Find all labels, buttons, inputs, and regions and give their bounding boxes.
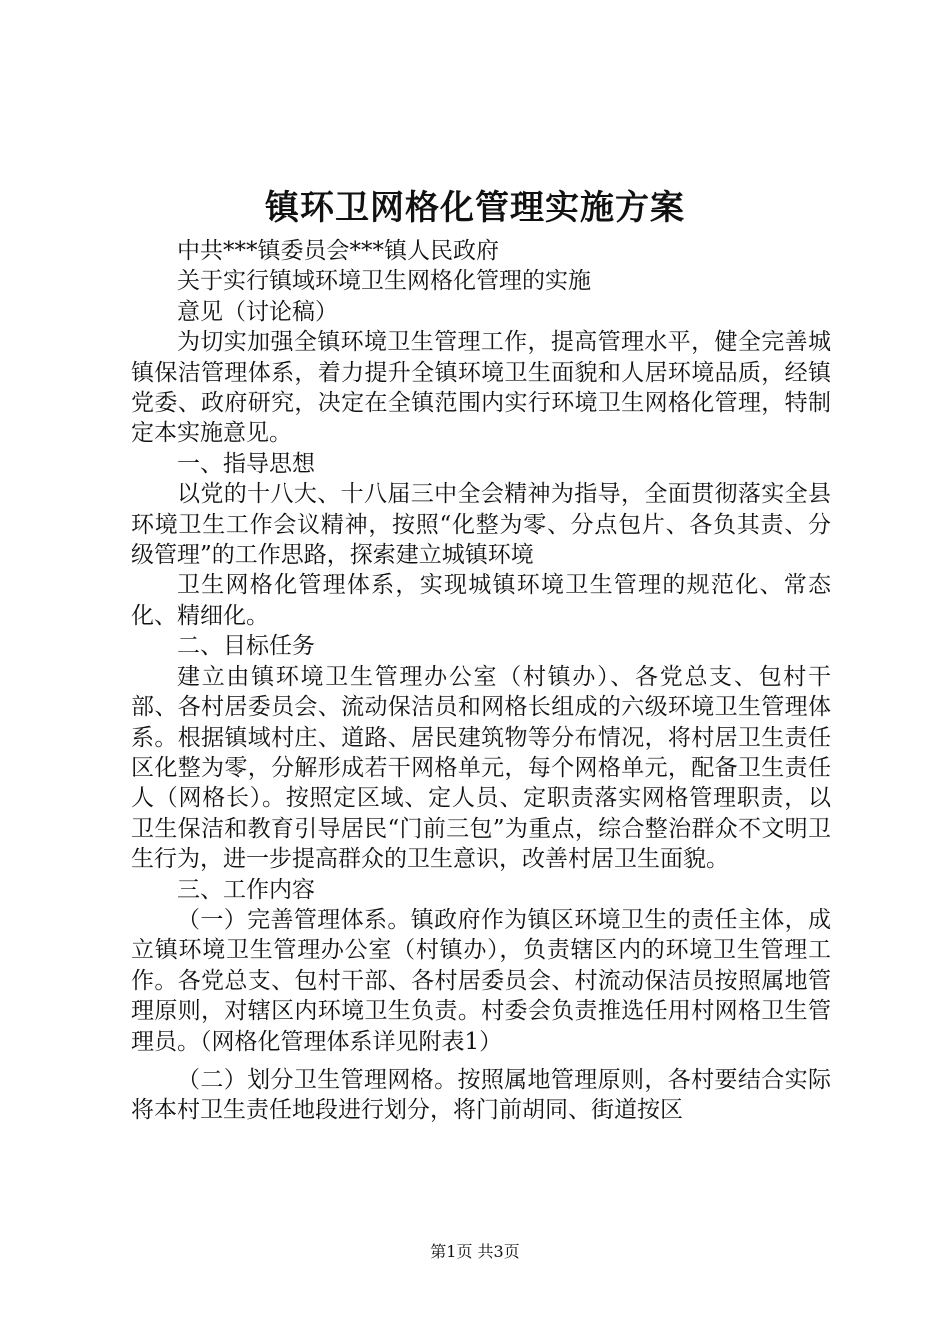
goals-paragraph: 建立由镇环境卫生管理办公室（村镇办）、各党总支、包村干部、各村居委员会、流动保洁员和网格长组成的六级环境卫生管理体系。根据镇域村庄、道路、居民建筑物等分布情况，将村居卫生责任区化整为零，分解形成若干网格单元，每个网格单元，配备卫生责任人（网格长）。按照定区域、定人员、定职责落实网格管理职责，以卫生保洁和教育引导居民“门前三包”为重点，综合整治群众不文明卫生行为，进一步提高群众的卫生意识，改善村居卫生面貌。 <box>131 663 831 873</box>
page-footer: 第1页 共3页 <box>430 1242 520 1261</box>
section-heading-2: 二、目标任务 <box>177 633 315 660</box>
work-item-1: （一）完善管理体系。镇政府作为镇区环境卫生的责任主体，成立镇环境卫生管理办公室（村镇办），负责辖区内的环境卫生管理工作。各党总支、包村干部、各村居委员会、村流动保洁员按照属地管理原则，对辖区内环境卫生负责。村委会负责推选任用村网格卫生管理员。（网格化管理体系详见附表1） <box>131 906 831 1055</box>
guiding-paragraph-2: 卫生网格化管理体系，实现城镇环境卫生管理的规范化、常态化、精细化。 <box>131 572 831 629</box>
guiding-paragraph-1: 以党的十八大、十八届三中全会精神为指导，全面贯彻落实全县环境卫生工作会议精神，按照“化整为零、分点包片、各负其责、分级管理”的工作思路，探索建立城镇环境 <box>131 481 831 569</box>
subtitle-line-1: 关于实行镇域环境卫生网格化管理的实施 <box>177 268 591 295</box>
document-body <box>131 236 831 1126</box>
section-heading-1: 一、指导思想 <box>177 450 315 477</box>
section-heading-3: 三、工作内容 <box>177 876 315 903</box>
intro-paragraph: 为切实加强全镇环境卫生管理工作，提高管理水平，健全完善城镇保洁管理体系，着力提升全镇环境卫生面貌和人居环境品质，经镇党委、政府研究，决定在全镇范围内实行环境卫生网格化管理，特制定本实施意见。 <box>131 329 831 447</box>
document-title: 镇环卫网格化管理实施方案 <box>265 188 685 228</box>
issuer-line: 中共***镇委员会***镇人民政府 <box>177 238 499 264</box>
work-item-2: （二）划分卫生管理网格。按照属地管理原则，各村要结合实际将本村卫生责任地段进行划分，将门前胡同、街道按区 <box>131 1066 831 1124</box>
subtitle-line-2: 意见（讨论稿） <box>177 298 338 325</box>
